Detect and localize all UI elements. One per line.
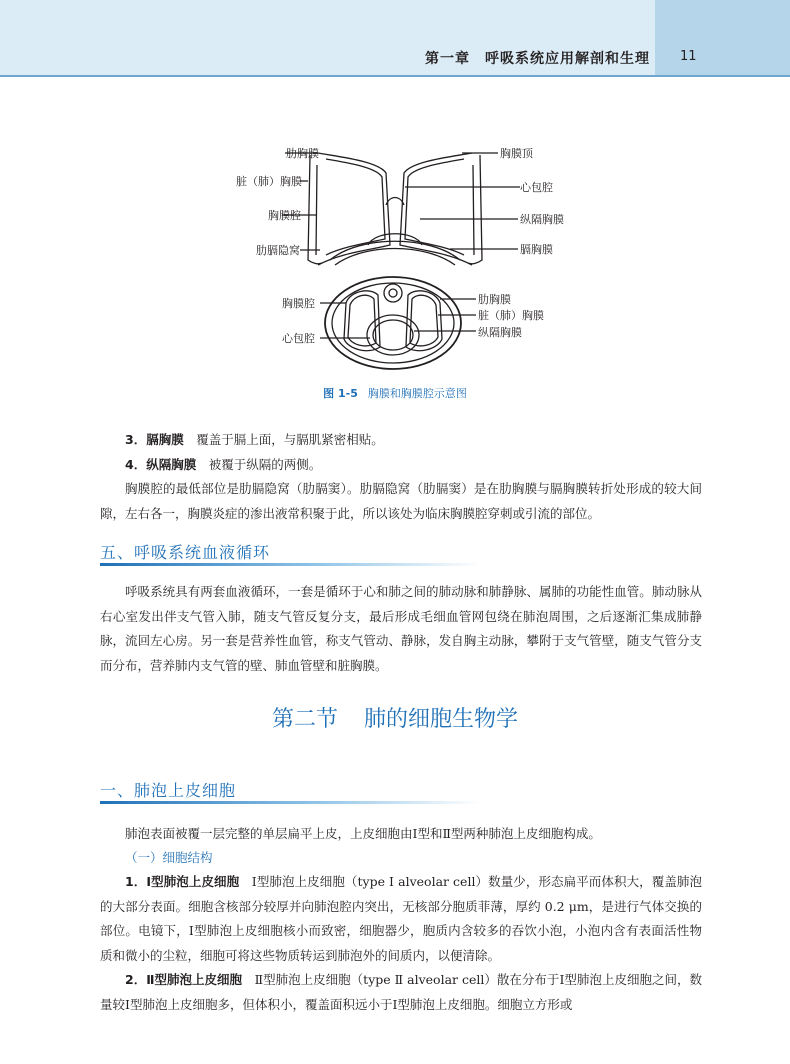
term-type1-cell: Ⅰ型肺泡上皮细胞 [146, 874, 240, 889]
term-mediastinal-pleura: 纵隔胸膜 [146, 457, 197, 472]
section-rule [100, 563, 480, 566]
label-mediastinal-pleura: 纵隔胸膜 [520, 213, 564, 226]
paragraph-diaphragmatic-pleura: 3．膈胸膜 覆盖于膈上面，与膈肌紧密相贴。 [125, 432, 384, 447]
label-pleural-cavity: 胸膜腔 [268, 209, 301, 222]
label-costal-pleura-section: 肋胸膜 [478, 293, 511, 306]
label-pericardial-cavity-section: 心包腔 [282, 332, 315, 345]
section-heading-alveolar-epithelium: 一、肺泡上皮细胞 [100, 781, 237, 800]
label-pleural-cavity-section: 胸膜腔 [282, 297, 315, 310]
chapter-heading: 第二节 肺的细胞生物学 [271, 707, 519, 732]
label-pleural-cupula: 胸膜顶 [500, 147, 533, 160]
paragraph-alveolar-intro: 肺泡表面被覆一层完整的单层扁平上皮，上皮细胞由Ⅰ型和Ⅱ型两种肺泡上皮细胞构成。 [125, 826, 601, 841]
section-heading-circulation: 五、呼吸系统血液循环 [100, 543, 271, 562]
label-costodiaphragmatic-recess: 肋膈隐窝 [256, 244, 300, 257]
label-mediastinal-pleura-section: 纵隔胸膜 [478, 326, 522, 339]
term-diaphragmatic-pleura: 膈胸膜 [146, 432, 184, 447]
label-visceral-pleura: 脏（肺）胸膜 [236, 175, 302, 188]
label-costal-pleura: 肋胸膜 [286, 147, 319, 160]
pleura-figure [200, 135, 590, 380]
figure-caption [0, 385, 790, 401]
figure-caption-text: 胸膜和胸膜腔示意图 [367, 387, 467, 400]
paragraph-type1-cell: 1．Ⅰ型肺泡上皮细胞 Ⅰ型肺泡上皮细胞（type Ⅰ alveolar cell）数量少，形态扁平而体积大，覆盖肺泡的大部分表面。细胞含核部分较厚并向肺泡腔内突出，无核部分胞质菲薄，厚约 0.2 μm，是进行气体交换的部位。电镜下，Ⅰ型肺泡上皮细胞核小而致密，细胞器少，胞质内含较多的吞饮小泡，小泡内含有表面活性物质和微小的尘粒，细胞可将这些物质转运到肺泡外的间质内，以便清除。 [100, 874, 702, 963]
figure-number: 图 1-5 [323, 387, 358, 400]
running-title: 第一章 呼吸系统应用解剖和生理 [425, 51, 650, 67]
term-type2-cell: Ⅱ型肺泡上皮细胞 [146, 972, 243, 987]
label-pericardial-cavity: 心包腔 [520, 181, 553, 194]
paragraph-circulation: 呼吸系统具有两套血液循环，一套是循环于心和肺之间的肺动脉和肺静脉、属肺的功能性血管。肺动脉从右心室发出伴支气管入肺，随支气管反复分支，最后形成毛细血管网包绕在肺泡周围，之后逐渐汇集成肺静脉，流回左心房。另一套是营养性血管，称支气管动、静脉，发自胸主动脉，攀附于支气管壁，随支气管分支而分布，营养肺内支气管的壁、肺血管壁和脏胸膜。 [100, 584, 702, 673]
subheading-cell-structure: （一）细胞结构 [125, 850, 213, 865]
label-diaphragmatic-pleura: 膈胸膜 [520, 243, 553, 256]
section-rule-2 [100, 801, 480, 804]
label-visceral-pleura-section: 脏（肺）胸膜 [478, 309, 544, 322]
paragraph-mediastinal-pleura: 4．纵隔胸膜 被覆于纵隔的两侧。 [125, 457, 322, 472]
paragraph-type2-cell: 2．Ⅱ型肺泡上皮细胞 Ⅱ型肺泡上皮细胞（type Ⅱ alveolar cell）散在分布于Ⅰ型肺泡上皮细胞之间，数量较Ⅰ型肺泡上皮细胞多，但体积小，覆盖面积远小于Ⅰ型肺泡上皮细胞。细胞立方形或 [100, 972, 703, 1012]
page-number: 11 [680, 49, 697, 64]
header-divider [0, 75, 790, 77]
paragraph-costodiaphragmatic-recess: 胸膜腔的最低部位是肋膈隐窝（肋膈窦）。肋膈隐窝（肋膈窦）是在肋胸膜与膈胸膜转折处形成的较大间隙，左右各一，胸膜炎症的渗出液常积聚于此，所以该处为临床胸膜腔穿刺或引流的部位。 [100, 481, 702, 521]
header-page-tab [655, 0, 790, 75]
